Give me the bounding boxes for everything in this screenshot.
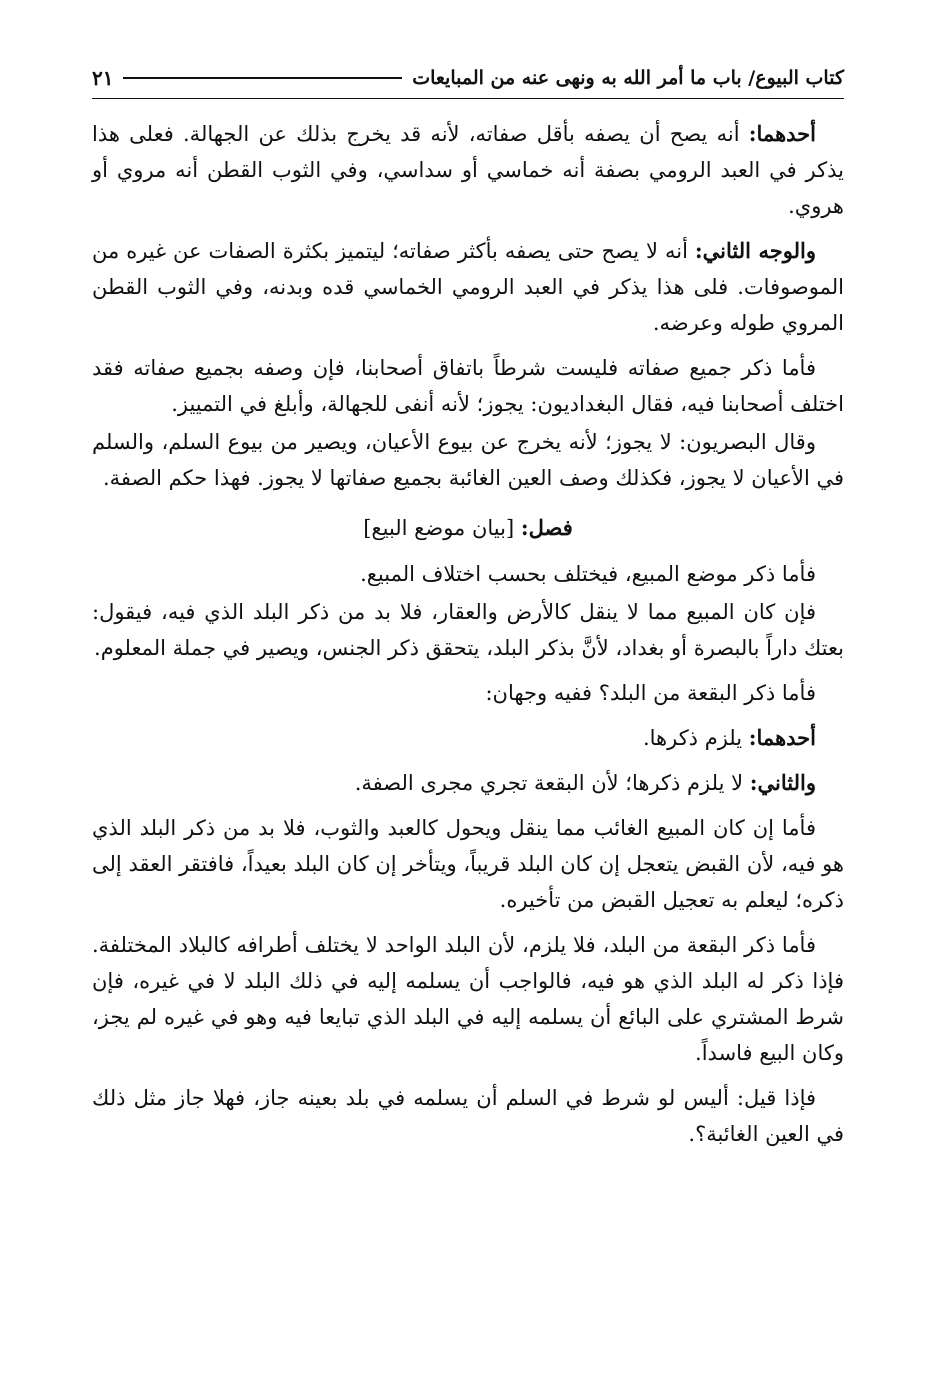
paragraph-lead: أحدهما: <box>748 725 816 750</box>
paragraph-lead: والوجه الثاني: <box>694 238 816 263</box>
running-header <box>92 58 844 99</box>
paragraph <box>92 233 844 341</box>
paragraph-text: فأما إن كان المبيع الغائب مما ينقل ويحول كالعبد والثوب، فلا بد من ذكر البلد الذي هو فيه، لأن القبض يتعجل إن كان البلد قريباً، ويتأخر إن كان البلد بعيداً، فافتقر العقد إلى ذكره؛ ليعلم به تعجيل القبض من تأخيره. <box>92 816 844 912</box>
section-heading <box>92 510 844 546</box>
paragraph-text: أنه لا يصح حتى يصفه بأكثر صفاته؛ ليتميز بكثرة الصفات عن غيره من الموصوفات. فلى هذا يذكر في العبد الرومي الخماسي قده وبدنه، وفي الثوب القطن المروي طوله وعرضه. <box>92 239 844 335</box>
paragraph <box>92 810 844 918</box>
paragraph-text: فإذا قيل: أليس لو شرط في السلم أن يسلمه في بلد بعينه جاز، فهلا جاز مثل ذلك في العين الغائبة؟. <box>92 1086 844 1146</box>
paragraph-text: لا يلزم ذكرها؛ لأن البقعة تجري مجرى الصفة. <box>354 771 750 795</box>
paragraph-text: أنه يصح أن يصفه بأقل صفاته، لأنه قد يخرج بذلك عن الجهالة. فعلى هذا يذكر في العبد الرومي بصفة أنه خماسي أو سداسي، وفي الثوب القطن أنه مروي أو هروي. <box>92 122 844 218</box>
paragraph <box>92 350 844 422</box>
paragraph <box>92 927 844 1071</box>
paragraph-text: فأما ذكر البقعة من البلد؟ ففيه وجهان: <box>485 681 816 705</box>
section-label: فصل: <box>520 515 573 540</box>
paragraph <box>92 1080 844 1152</box>
paragraph-text: وقال البصريون: لا يجوز؛ لأنه يخرج عن بيوع الأعيان، ويصير من بيوع السلم، والسلم في الأعيان لا يجوز، فكذلك وصف العين الغائبة بجميع صفاتها لا يجوز. فهذا حكم الصفة. <box>92 430 844 490</box>
paragraph <box>92 424 844 496</box>
paragraph-lead: والثاني: <box>749 770 816 795</box>
paragraph-lead: أحدهما: <box>748 121 816 146</box>
paragraph <box>92 556 844 592</box>
header-rule <box>123 77 402 79</box>
paragraph-text: فأما ذكر موضع المبيع، فيختلف بحسب اختلاف المبيع. <box>360 562 816 586</box>
paragraph-text: فأما ذكر جميع صفاته فليست شرطاً باتفاق أصحابنا، فإن وصفه بجميع صفاته فقد اختلف أصحابنا فيه، فقال البغداديون: يجوز؛ لأنه أنفى للجهالة، وأبلغ في التمييز. <box>92 356 844 416</box>
paragraph-text: يلزم ذكرها. <box>642 726 749 750</box>
paragraph-text: فإن كان المبيع مما لا ينقل كالأرض والعقار، فلا بد من ذكر البلد الذي فيه، فيقول: بعتك داراً بالبصرة أو بغداد، لأنَّ بذكر البلد، يتحقق ذكر الجنس، ويصير في جملة المعلوم. <box>92 600 844 660</box>
paragraph <box>92 765 844 801</box>
section-title: [بيان موضع البيع] <box>363 516 521 540</box>
paragraph <box>92 720 844 756</box>
paragraph <box>92 594 844 666</box>
paragraph <box>92 116 844 224</box>
paragraph-text: فأما ذكر البقعة من البلد، فلا يلزم، لأن البلد الواحد لا يختلف أطرافه كالبلاد المختلفة. فإذا ذكر له البلد الذي هو فيه، فالواجب أن يسلمه إليه في ذلك البلد لا في غيره، فإن شرط المشتري على البائع أن يسلمه إليه في البلد الذي تبايعا فيه وهو في غيره لم يجز، وكان البيع فاسداً. <box>92 933 844 1065</box>
paragraph <box>92 675 844 711</box>
running-title: كتاب البيوع/ باب ما أمر الله به ونهى عنه من المبايعات <box>412 67 844 89</box>
page-number: ٢١ <box>92 66 114 90</box>
body-text <box>92 116 844 1161</box>
